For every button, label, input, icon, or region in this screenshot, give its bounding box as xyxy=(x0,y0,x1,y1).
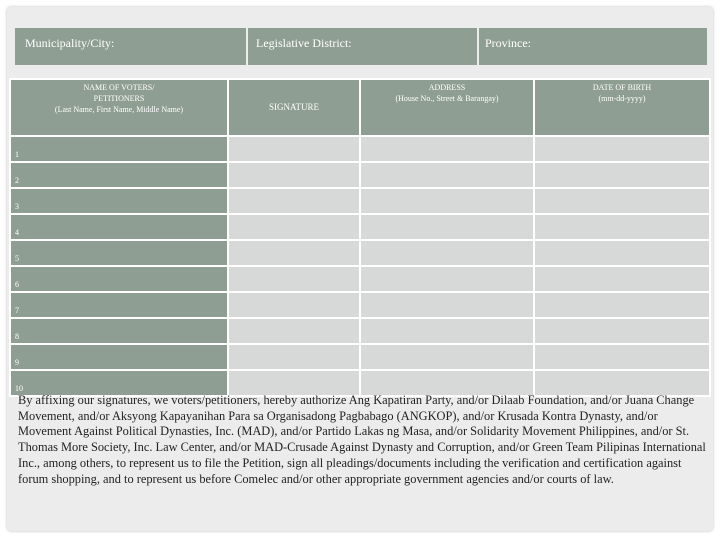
province-field[interactable] xyxy=(479,28,707,65)
table-row xyxy=(10,136,710,162)
header-address-line1: ADDRESS xyxy=(428,83,466,92)
address-cell[interactable] xyxy=(360,136,534,162)
header-dob xyxy=(534,79,710,136)
dob-cell[interactable] xyxy=(534,240,710,266)
address-cell[interactable] xyxy=(360,214,534,240)
authorization-statement: By affixing our signatures, we voters/petitioners, hereby authorize Ang Kapatiran Party, and/or Dilaab Foundation, and/or Juana Change Movement, and/or Aksyong Kapayanihan Para sa Organisadong Pagbabago (ANGKOP), and/or Krusada Kontra Dynasty, and/or Movement Against Political Dynasties, Inc. (MAD), and/or Partido Lakas ng Masa, and/or Solidarity Movement Philippines, and/or St. Thomas More Society, Inc. Law Center, and/or MAD-Crusade Against Dynasty and Corruption, and/or Green Team Pilipinas International Inc., among others, to represent us to file the Petition, sign all pleadings/documents including the verification and certification against forum shopping, and to represent us before Comelec and/or other appropriate government agencies and/or courts of law. xyxy=(18,393,706,486)
header-signature xyxy=(228,79,360,136)
row-number[interactable]: 4 xyxy=(10,214,228,240)
signature-cell[interactable] xyxy=(228,344,360,370)
table-row xyxy=(10,266,710,292)
header-address-line2: (House No., Street & Barangay) xyxy=(395,94,499,103)
address-cell[interactable] xyxy=(360,344,534,370)
signature-cell[interactable] xyxy=(228,136,360,162)
dob-cell[interactable] xyxy=(534,318,710,344)
header-name xyxy=(10,79,228,136)
district-label: Legislative District: xyxy=(256,36,352,50)
table-header-row xyxy=(10,79,710,136)
header-name-line2: PETITIONERS xyxy=(93,94,145,103)
dob-cell[interactable] xyxy=(534,214,710,240)
header-dob-line2: (mm-dd-yyyy) xyxy=(598,94,646,103)
row-number[interactable]: 1 xyxy=(10,136,228,162)
table-row xyxy=(10,214,710,240)
address-cell[interactable] xyxy=(360,266,534,292)
petition-table xyxy=(9,78,711,397)
dob-cell[interactable] xyxy=(534,344,710,370)
dob-cell[interactable] xyxy=(534,136,710,162)
signature-cell[interactable] xyxy=(228,214,360,240)
table-row xyxy=(10,344,710,370)
row-number[interactable]: 5 xyxy=(10,240,228,266)
address-cell[interactable] xyxy=(360,292,534,318)
signature-cell[interactable] xyxy=(228,240,360,266)
signature-cell[interactable] xyxy=(228,266,360,292)
municipality-field[interactable] xyxy=(15,28,246,65)
table-row xyxy=(10,318,710,344)
header-name-line1: NAME OF VOTERS/ xyxy=(83,83,155,92)
address-cell[interactable] xyxy=(360,318,534,344)
header-dob-line1: DATE OF BIRTH xyxy=(592,83,652,92)
row-number[interactable]: 9 xyxy=(10,344,228,370)
table-row xyxy=(10,162,710,188)
address-cell[interactable] xyxy=(360,162,534,188)
dob-cell[interactable] xyxy=(534,292,710,318)
signature-cell[interactable] xyxy=(228,292,360,318)
header-address xyxy=(360,79,534,136)
signature-cell[interactable] xyxy=(228,162,360,188)
row-number[interactable]: 8 xyxy=(10,318,228,344)
signature-cell[interactable] xyxy=(228,188,360,214)
municipality-label: Municipality/City: xyxy=(25,36,115,50)
dob-cell[interactable] xyxy=(534,162,710,188)
row-number[interactable]: 3 xyxy=(10,188,228,214)
header-signature-label: SIGNATURE xyxy=(268,102,319,112)
address-cell[interactable] xyxy=(360,188,534,214)
row-number[interactable]: 2 xyxy=(10,162,228,188)
signature-cell[interactable] xyxy=(228,318,360,344)
table-row xyxy=(10,240,710,266)
row-number[interactable]: 6 xyxy=(10,266,228,292)
dob-cell[interactable] xyxy=(534,188,710,214)
header-name-line3: (Last Name, First Name, Middle Name) xyxy=(54,105,184,114)
address-cell[interactable] xyxy=(360,240,534,266)
row-number[interactable]: 10 xyxy=(10,370,228,396)
province-label: Province: xyxy=(485,36,531,50)
table-row xyxy=(10,188,710,214)
row-number[interactable]: 7 xyxy=(10,292,228,318)
table-row xyxy=(10,292,710,318)
district-field[interactable] xyxy=(248,28,477,65)
dob-cell[interactable] xyxy=(534,266,710,292)
